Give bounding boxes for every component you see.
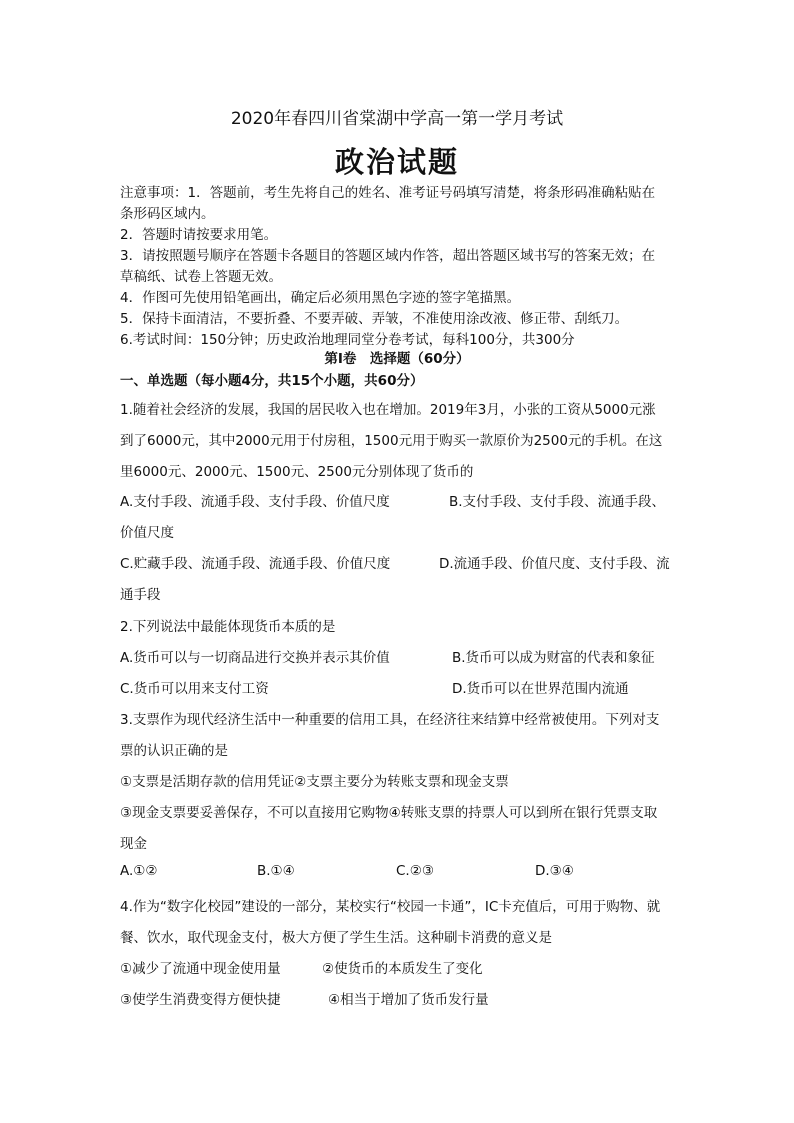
q4-stem-line-1: 4.作为“数字化校园”建设的一部分，某校实行“校园一卡通”，IC卡充值后，可用于购物、就: [120, 899, 661, 915]
subject-title: 政治试题: [334, 145, 459, 179]
q1-option-b-cont: 价值尺度: [120, 525, 174, 541]
q1-option-a: A.支付手段、流通手段、支付手段、价值尺度: [120, 494, 390, 510]
notice-line-3: 3．请按照题号顺序在答题卡各题目的答题区域内作答，超出答题区域书写的答案无效；在: [120, 248, 656, 264]
q3-stem-line-2: 票的认识正确的是: [120, 743, 228, 759]
q3-option-d: D.③④: [535, 863, 574, 879]
q1-option-d: D.流通手段、价值尺度、支付手段、流: [439, 556, 670, 572]
q3-statement-3-4: ③现金支票要妥善保存，不可以直接用它购物④转账支票的持票人可以到所在银行凭票支取: [120, 805, 658, 821]
q1-stem-line-1: 1.随着社会经济的发展，我国的居民收入也在增加。2019年3月，小张的工资从5000元涨: [120, 402, 656, 418]
q2-option-d: D.货币可以在世界范围内流通: [452, 681, 629, 697]
q4-statement-1: ①减少了流通中现金使用量: [120, 961, 281, 977]
part-title: 一、单选题（每小题4分，共15个小题，共60分）: [120, 373, 424, 389]
notice-line-6: 6.考试时间：150分钟；历史政治地理同堂分卷考试，每科100分，共300分: [120, 332, 575, 348]
q3-option-a: A.①②: [120, 863, 158, 879]
q1-option-b: B.支付手段、支付手段、流通手段、: [449, 494, 666, 510]
exam-title: 2020年春四川省棠湖中学高一第一学月考试: [230, 109, 564, 129]
q4-statement-4: ④相当于增加了货币发行量: [328, 992, 489, 1008]
q1-option-c: C.贮藏手段、流通手段、流通手段、价值尺度: [120, 556, 391, 572]
q3-option-b: B.①④: [257, 863, 295, 879]
notice-line-1b: 条形码区域内。: [120, 206, 215, 222]
q3-stem-line-1: 3.支票作为现代经济生活中一种重要的信用工具，在经济往来结算中经常被使用。下列对支: [120, 712, 660, 728]
q2-option-b: B.货币可以成为财富的代表和象征: [452, 650, 655, 666]
q1-option-d-cont: 通手段: [120, 587, 161, 603]
section-title: 第Ⅰ卷 选择题（60分）: [324, 351, 470, 367]
q1-stem-line-3: 里6000元、2000元、1500元、2500元分别体现了货币的: [120, 464, 474, 480]
q2-option-c: C.货币可以用来支付工资: [120, 681, 269, 697]
notice-line-3b: 草稿纸、试卷上答题无效。: [120, 269, 282, 285]
notice-line-1: 注意事项：1．答题前，考生先将自己的姓名、准考证号码填写清楚，将条形码准确粘贴在: [120, 185, 656, 201]
q4-statement-2: ②使货币的本质发生了变化: [322, 961, 483, 977]
notice-line-2: 2．答题时请按要求用笔。: [120, 227, 278, 243]
q4-statement-3: ③使学生消费变得方便快捷: [120, 992, 281, 1008]
q3-option-c: C.②③: [396, 863, 434, 879]
q2-option-a: A.货币可以与一切商品进行交换并表示其价值: [120, 650, 390, 666]
q1-stem-line-2: 到了6000元，其中2000元用于付房租，1500元用于购买一款原价为2500元的手机。在这: [120, 433, 663, 449]
notice-line-5: 5．保持卡面清洁，不要折叠、不要弄破、弄皱，不准使用涂改液、修正带、刮纸刀。: [120, 311, 629, 327]
q2-stem: 2.下列说法中最能体现货币本质的是: [120, 619, 336, 635]
q4-stem-line-2: 餐、饮水，取代现金支付，极大方便了学生生活。这种刷卡消费的意义是: [120, 930, 552, 946]
notice-line-4: 4．作图可先使用铅笔画出，确定后必须用黑色字迹的签字笔描黑。: [120, 290, 521, 306]
q3-statement-1-2: ①支票是活期存款的信用凭证②支票主要分为转账支票和现金支票: [120, 774, 509, 790]
q3-statement-cont: 现金: [120, 836, 147, 852]
